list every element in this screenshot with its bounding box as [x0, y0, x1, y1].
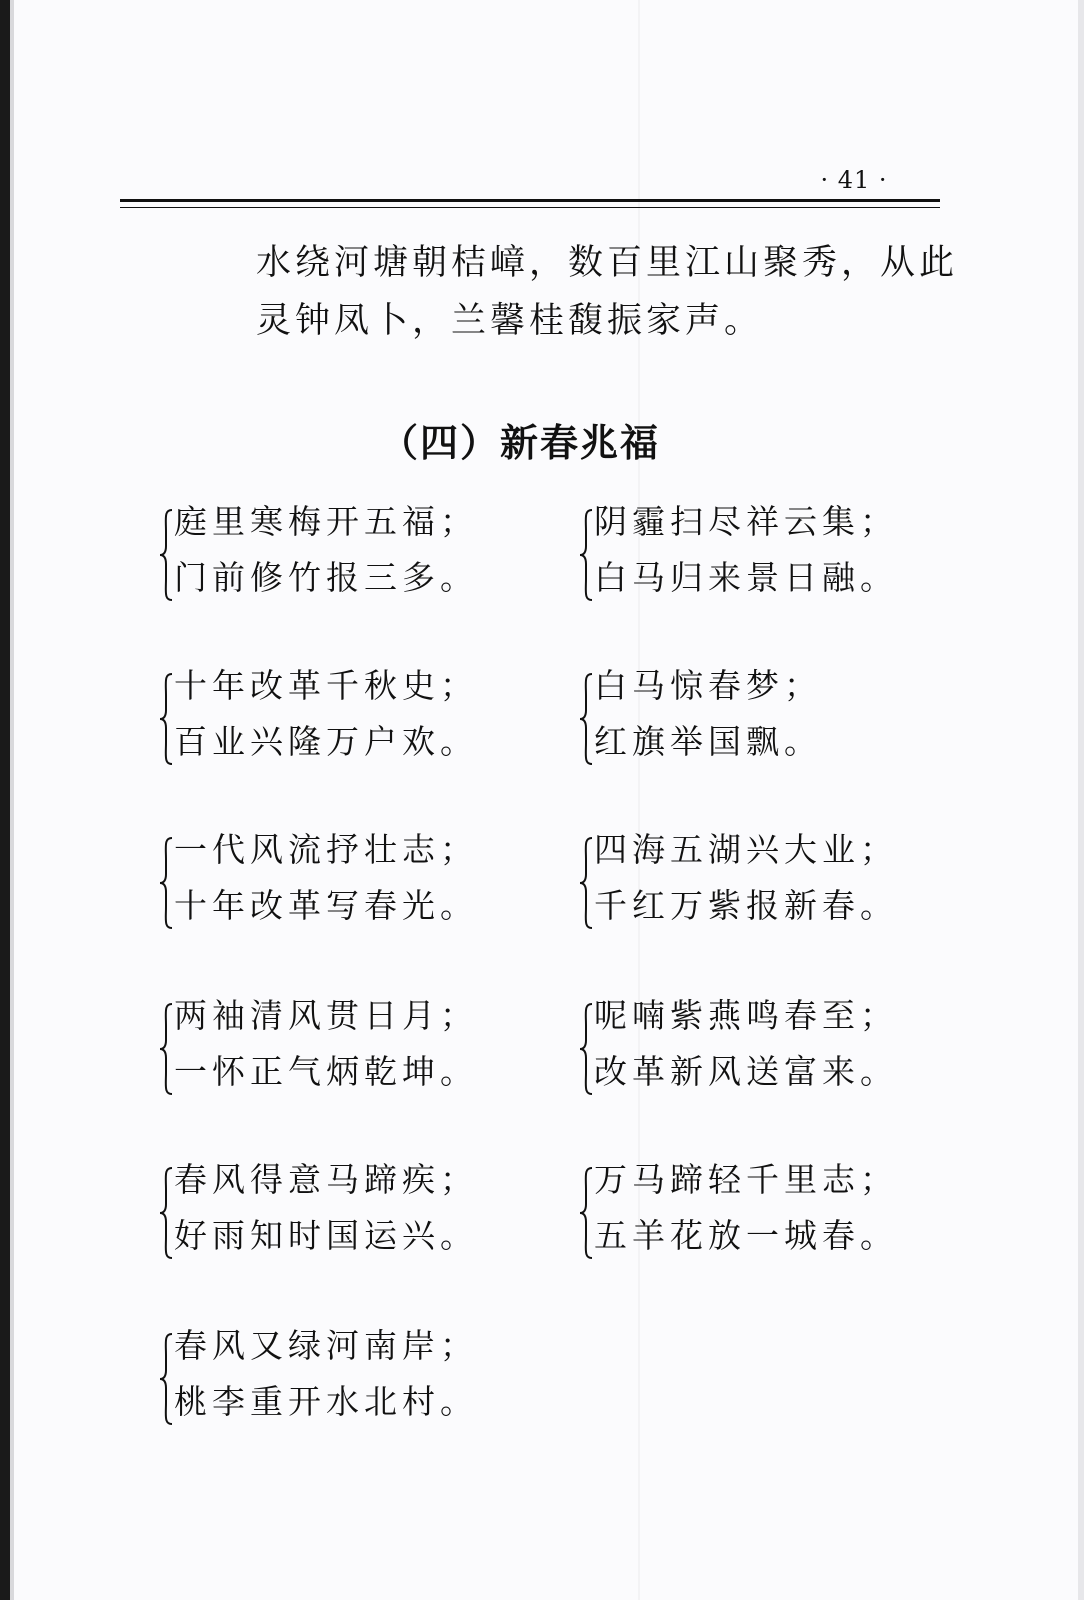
couplet: [578, 1160, 938, 1268]
couplet-lower-line: 十年改革写春光。: [174, 886, 478, 925]
couplet-upper-line: 四海五湖兴大业；: [594, 830, 898, 869]
couplet: [578, 502, 938, 610]
brace-icon: [158, 1002, 174, 1096]
brace-icon: [158, 508, 174, 602]
couplet-lower-line: 改革新风送富来。: [594, 1052, 898, 1091]
intro-paragraph: [256, 234, 959, 350]
brace-icon: [158, 836, 174, 930]
couplet-upper-line: 呢喃紫燕鸣春至；: [594, 996, 898, 1035]
couplet-upper-line: 两袖清风贯日月；: [174, 996, 478, 1035]
couplet-lower-line: 一怀正气炳乾坤。: [174, 1052, 478, 1091]
brace-icon: [578, 1166, 594, 1260]
couplet: [158, 1326, 518, 1434]
couplet-lower-line: 白马归来景日融。: [594, 558, 898, 597]
couplet: [578, 666, 938, 774]
page-number: · 41 ·: [820, 166, 888, 194]
header-rule-thick: [120, 199, 940, 202]
couplet-upper-line: 春风得意马蹄疾；: [174, 1160, 478, 1199]
couplet: [158, 830, 518, 938]
couplet: [158, 1160, 518, 1268]
intro-line: 水绕河塘朝桔嶂，数百里江山聚秀，从此: [256, 243, 959, 283]
brace-icon: [578, 1002, 594, 1096]
couplet: [578, 996, 938, 1104]
couplet-lower-line: 红旗举国飘。: [594, 722, 822, 761]
couplet-lower-line: 百业兴隆万户欢。: [174, 722, 478, 761]
brace-icon: [158, 672, 174, 766]
couplet: [158, 666, 518, 774]
brace-icon: [578, 672, 594, 766]
brace-icon: [158, 1166, 174, 1260]
couplet-upper-line: 白马惊春梦；: [594, 666, 822, 705]
couplet: [158, 996, 518, 1104]
couplet-lower-line: 好雨知时国运兴。: [174, 1216, 478, 1255]
page-edge-highlight: [10, 0, 14, 1600]
couplet-lower-line: 桃李重开水北村。: [174, 1382, 478, 1421]
section-title: （四）新春兆福: [380, 420, 661, 465]
couplet: [578, 830, 938, 938]
couplet-lower-line: 五羊花放一城春。: [594, 1216, 898, 1255]
couplet: [158, 502, 518, 610]
header-rule-thin: [120, 207, 940, 208]
couplet-upper-line: 十年改革千秋史；: [174, 666, 478, 705]
couplet-upper-line: 阴霾扫尽祥云集；: [594, 502, 898, 541]
couplet-upper-line: 万马蹄轻千里志；: [594, 1160, 898, 1199]
page-edge-shadow: [0, 0, 10, 1600]
couplet-lower-line: 千红万紫报新春。: [594, 886, 898, 925]
brace-icon: [158, 1332, 174, 1426]
intro-line: 灵钟凤卜，兰馨桂馥振家声。: [256, 301, 764, 341]
brace-icon: [578, 836, 594, 930]
couplet-upper-line: 春风又绿河南岸；: [174, 1326, 478, 1365]
couplet-lower-line: 门前修竹报三多。: [174, 558, 478, 597]
page-edge-right: [1078, 0, 1084, 1600]
brace-icon: [578, 508, 594, 602]
couplet-upper-line: 庭里寒梅开五福；: [174, 502, 478, 541]
couplet-upper-line: 一代风流抒壮志；: [174, 830, 478, 869]
